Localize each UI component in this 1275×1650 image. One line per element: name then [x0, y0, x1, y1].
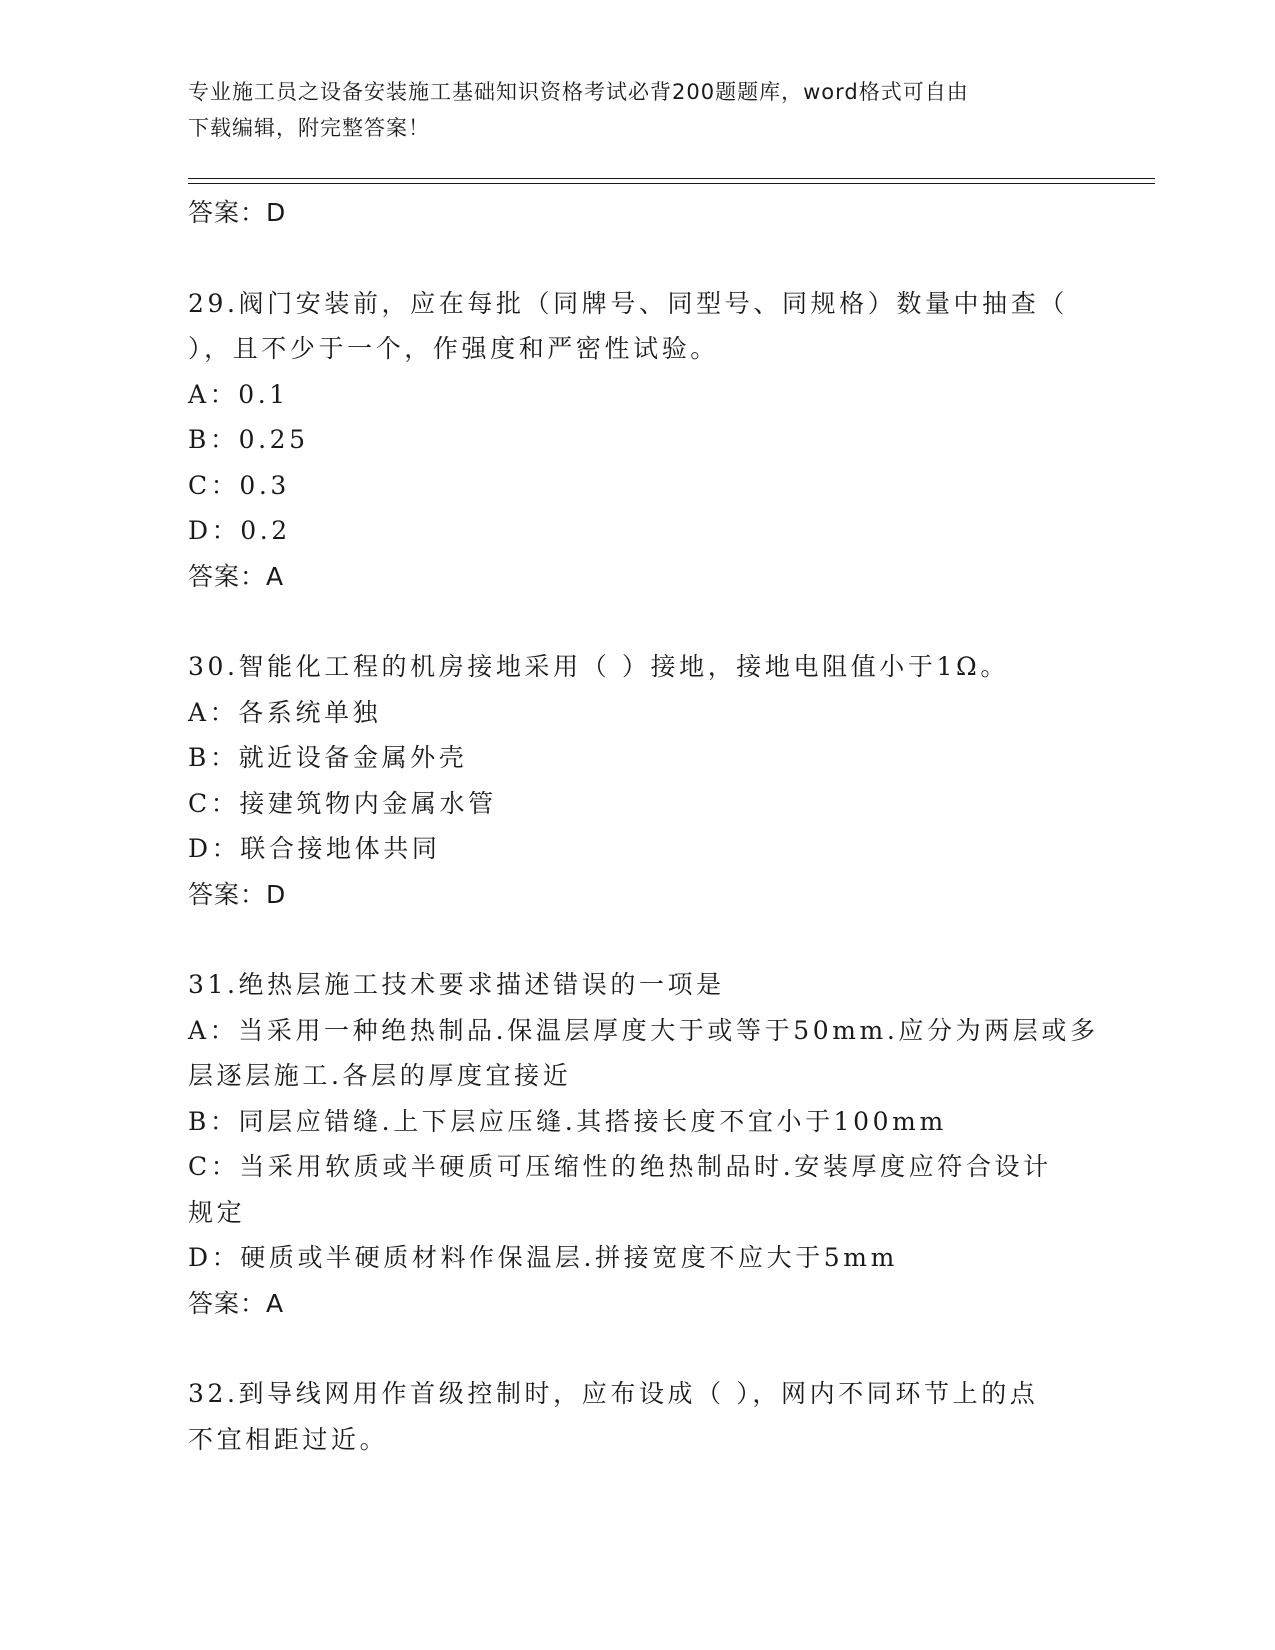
option-d: D：硬质或半硬质材料作保温层.拼接宽度不应大于5mm [188, 1243, 898, 1272]
option-a: A：0.1 [188, 379, 289, 409]
question-stem-line: 29.阀门安装前，应在每批（同牌号、同型号、同规格）数量中抽查（ [188, 288, 1068, 318]
option-c: C：0.3 [188, 470, 290, 500]
question-29 [188, 281, 1088, 600]
previous-answer: 答案：D [188, 198, 287, 227]
question-stem-line: 30.智能化工程的机房接地采用（ ）接地，接地电阻值小于1Ω。 [188, 652, 1009, 681]
question-stem-line: 不宜相距过近。 [188, 1424, 389, 1454]
question-stem-line: 32.到导线网用作首级控制时，应布设成（ ），网内不同环节上的点 [188, 1379, 1039, 1408]
question-30 [188, 644, 1088, 917]
option-a: A：各系统单独 [188, 697, 382, 727]
header-line-1: 专业施工员之设备安装施工基础知识资格考试必背200题题库，word格式可自由 [188, 80, 969, 104]
option-c-continued: 规定 [188, 1197, 246, 1227]
option-b: B：0.25 [188, 425, 309, 454]
option-b: B：同层应错缝.上下层应压缝.其搭接长度不宜小于100mm [188, 1106, 947, 1136]
header-rule-top [188, 178, 1155, 179]
option-d: D：0.2 [188, 516, 291, 545]
document-header [188, 74, 1088, 146]
document-body [188, 190, 1099, 1462]
option-d: D：联合接地体共同 [188, 834, 441, 863]
header-line-2: 下载编辑，附完整答案！ [188, 116, 430, 140]
header-rule-bottom [188, 183, 1155, 184]
option-b: B：就近设备金属外壳 [188, 743, 468, 772]
question-stem-line: ），且不少于一个，作强度和严密性试验。 [188, 334, 719, 363]
option-c: C：接建筑物内金属水管 [188, 788, 497, 818]
question-31 [188, 962, 1099, 1326]
answer-line: 答案：A [188, 1288, 285, 1318]
option-c: C：当采用软质或半硬质可压缩性的绝热制品时.安装厚度应符合设计 [188, 1152, 1052, 1181]
answer-line: 答案：D [188, 879, 287, 909]
answer-line: 答案：A [188, 561, 285, 591]
option-a-continued: 层逐层施工.各层的厚度宜接近 [188, 1061, 572, 1090]
question-32 [188, 1371, 1088, 1462]
option-a: A：当采用一种绝热制品.保温层厚度大于或等于50mm.应分为两层或多 [188, 1015, 1099, 1045]
question-stem-line: 31.绝热层施工技术要求描述错误的一项是 [188, 970, 725, 999]
